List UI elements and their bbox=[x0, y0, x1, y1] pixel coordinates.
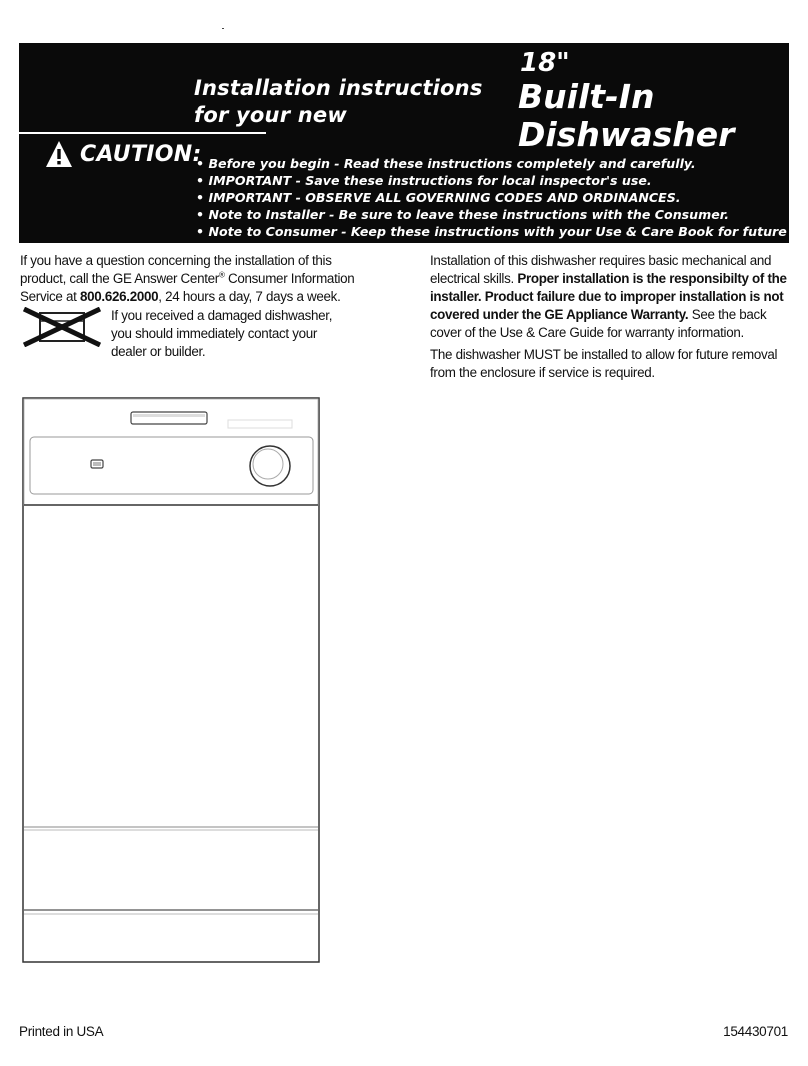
caution-heading bbox=[45, 140, 202, 168]
damaged-text bbox=[111, 307, 332, 361]
subtitle bbox=[194, 75, 483, 129]
warranty-text: See the back cover of the Use & Care Guide for warranty information. bbox=[430, 307, 767, 340]
caution-item: • IMPORTANT - OBSERVE ALL GOVERNING CODES AND ORDINANCES. bbox=[196, 189, 789, 206]
caution-list bbox=[196, 155, 789, 257]
caution-item: • IMPORTANT - Save these instructions for local inspector's use. bbox=[196, 172, 789, 189]
requirements-text: Installation of this dishwasher requires basic mechanical and electrical skills. bbox=[430, 253, 772, 286]
damaged-line: you should immediately contact your bbox=[111, 326, 318, 341]
removal-paragraph: The dishwasher MUST be installed to allow for future removal from the enclosure if service is required. bbox=[430, 347, 778, 380]
damaged-line: dealer or builder. bbox=[111, 344, 206, 359]
stray-mark bbox=[222, 28, 224, 29]
banner-divider bbox=[19, 132, 266, 134]
dishwasher-drawing bbox=[22, 397, 320, 963]
requirements-paragraph bbox=[430, 252, 795, 342]
answer-center-paragraph bbox=[20, 252, 380, 306]
responsibility-text: Proper installation is the responsibilty of the installer. Product failure due to improper installation is not covered under the GE Appliance Warranty. bbox=[430, 271, 787, 322]
question-text: If you have a question concerning the installation of this product, call the GE Answer Center bbox=[20, 253, 332, 286]
title-line-2: Dishwasher bbox=[518, 115, 735, 154]
title-line-1: Built-In bbox=[518, 77, 655, 116]
damaged-line: If you received a damaged dishwasher, bbox=[111, 308, 333, 323]
dishwasher-illustration bbox=[22, 397, 320, 963]
question-text-3: , 24 hours a day, 7 days a week. bbox=[158, 289, 341, 304]
subtitle-line-2: for your new bbox=[194, 103, 347, 127]
subtitle-line-1: Installation instructions bbox=[194, 76, 483, 100]
phone-number: 800.626.2000 bbox=[79, 289, 159, 304]
printed-in-label: Printed in USA bbox=[19, 1024, 104, 1039]
page-title bbox=[518, 78, 734, 154]
caution-item: • Before you begin - Read these instructions completely and carefully. bbox=[196, 155, 789, 172]
header-banner bbox=[19, 43, 789, 256]
caution-item: • Note to Consumer - Keep these instructions with your Use & Care Book for future reference. bbox=[196, 223, 789, 257]
caution-item: • Note to Installer - Be sure to leave these instructions with the Consumer. bbox=[196, 206, 789, 223]
registered-mark: ® bbox=[218, 270, 225, 280]
installation-requirements bbox=[430, 252, 795, 386]
damaged-notice bbox=[20, 307, 380, 357]
warning-triangle-icon bbox=[45, 140, 73, 168]
question-text-2: Consumer Information Service at bbox=[20, 271, 355, 304]
part-number: 154430701 bbox=[723, 1024, 788, 1039]
damaged-box-crossed-icon bbox=[20, 307, 104, 347]
caution-label: CAUTION: bbox=[80, 141, 202, 167]
size-label: 18" bbox=[520, 48, 570, 78]
